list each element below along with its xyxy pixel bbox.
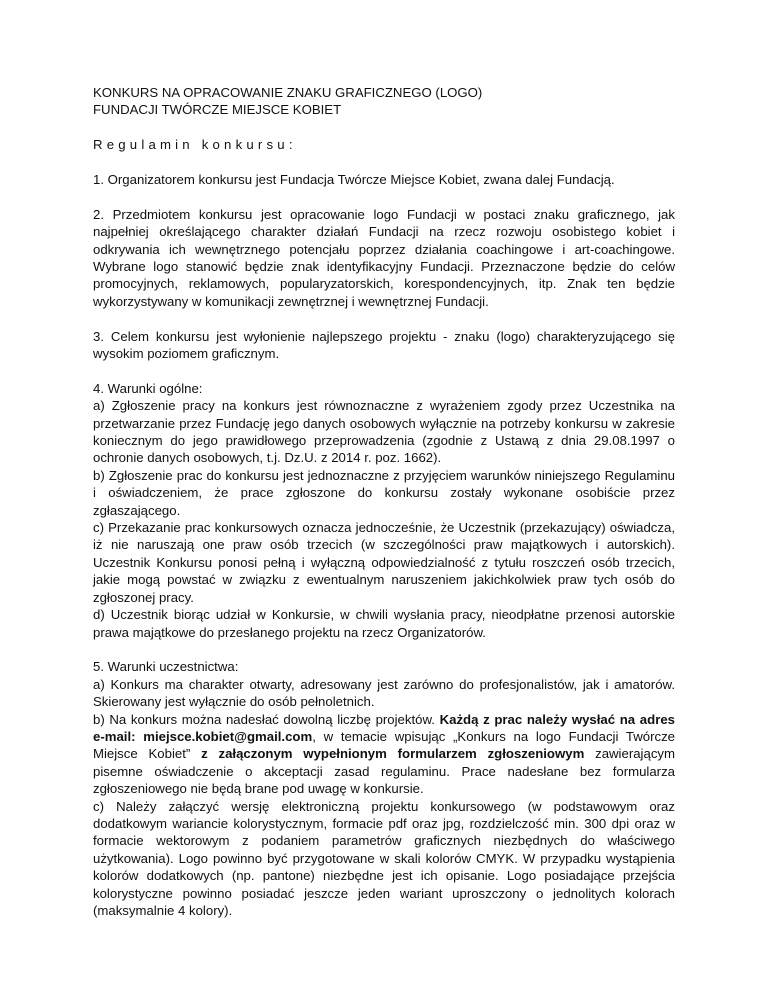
section-5-heading: 5. Warunki uczestnictwa: (93, 659, 239, 675)
section-2-paragraph: 2. Przedmiotem konkursu jest opracowanie logo Fundacji w postaci znaku graficznego, jak najpełniej określającego charakter działań Fundacji na rzecz rozwoju osobistego kobiet i odkrywania ich wewnętrznego potencjału poprzez działania coachingowe i art-coachingowe. Wybrane logo stanowić będzie znak identyfikacyjny Fundacji. Przeznaczone będzie do celów promocyjnych, reklamowych, popularyzatorskich, korespondencyjnych, itp. Znak ten będzie wykorzystywany w komunikacji zewnętrznej i wewnętrznej Fundacji. (93, 206, 675, 309)
section-4-heading: 4. Warunki ogólne: (93, 380, 203, 396)
section-5-item-b-email-instruction: Każdą z prac należy wysłać na adres e-mail: miejsce.kobiet@gmail.com (93, 711, 675, 744)
regulamin-heading: Regulamin konkursu: (93, 137, 297, 153)
section-4-item-d: d) Uczestnik biorąc udział w Konkursie, w chwili wysłania pracy, nieodpłatne przenosi autorskie prawa majątkowe do przesłanego projektu na rzecz Organizatorów. (93, 607, 675, 640)
spacer (93, 362, 675, 379)
section-4-item-b: b) Zgłoszenie prac do konkursu jest jednoznaczne z przyjęciem warunków niniejszego Regulaminu i oświadczeniem, że prace zgłoszone do konkursu zostały wykonane osobiście przez zgłaszającego. (93, 467, 675, 518)
section-5-item-b-form-instruction: z załączonym wypełnionym formularzem zgłoszeniowym (201, 746, 585, 762)
document-title-line-1: KONKURS NA OPRACOWANIE ZNAKU GRAFICZNEGO (LOGO) (93, 85, 483, 100)
document-page (93, 84, 675, 919)
spacer (93, 154, 675, 171)
spacer (93, 188, 675, 205)
section-5-item-b-text-2: , w temacie wpisując „Konkurs na logo Fundacji Twórcze Miejsce Kobiet” (93, 728, 675, 762)
section-5-item-b-text-1: b) Na konkurs można nadesłać dowolną liczbę projektów. (93, 711, 440, 727)
document-title-line-2: FUNDACJI TWÓRCZE MIEJSCE KOBIET (93, 102, 342, 118)
spacer (93, 119, 675, 136)
section-5-item-c: c) Należy załączyć wersję elektroniczną projektu konkursowego (w podstawowym oraz dodatkowym wariancie kolorystycznym, formacie pdf oraz jpg, rozdzielczość min. 300 dpi oraz w formacie wektorowym z podaniem parametrów graficznych niezbędnych do właściwego użytkowania). Logo powinno być przygotowane w skali kolorów CMYK. W przypadku wystąpienia kolorów dodatkowych (np. pantone) niezbędne jest ich opisanie. Logo posiadające przejścia kolorystyczne powinno posiadać jeszcze jeden wariant uproszczony o jednolitych kolorach (maksymalnie 4 kolory). (93, 798, 675, 918)
spacer (93, 310, 675, 327)
section-4-item-a: a) Zgłoszenie pracy na konkurs jest równoznaczne z wyrażeniem zgody przez Uczestnika na przetwarzanie przez Fundację jego danych osobowych wyłącznie na potrzeby konkursu w zakresie koniecznym do jego prawidłowego przeprowadzenia (zgodnie z Ustawą z dnia 29.08.1997 o ochronie danych osobowych, t.j. Dz.U. z 2014 r. poz. 1662). (93, 398, 675, 466)
section-3-paragraph: 3. Celem konkursu jest wyłonienie najlepszego projektu - znaku (logo) charakteryzującego się wysokim poziomem graficznym. (93, 328, 675, 362)
section-5-item-b-text-3: zawierającym pisemne oświadczenie o akceptacji zasad regulaminu. Prace nadesłane bez formularza zgłoszeniowego nie będą brane pod uwagę w konkursie. (93, 746, 675, 797)
section-4-item-c: c) Przekazanie prac konkursowych oznacza jednocześnie, że Uczestnik (przekazujący) oświadcza, iż nie naruszają one praw osób trzecich (w szczególności praw majątkowych i autorskich). Uczestnik Konkursu ponosi pełną i wyłączną odpowiedzialność z tytułu roszczeń osób trzecich, jakie mogą powstać w związku z ewentualnym naruszeniem jakichkolwiek praw tych osób do zgłoszonej pracy. (93, 520, 675, 605)
section-1-paragraph: 1. Organizatorem konkursu jest Fundacja Twórcze Miejsce Kobiet, zwana dalej Fundacją. (93, 172, 615, 187)
section-5-item-b (93, 711, 675, 798)
spacer (93, 641, 675, 658)
section-5-item-a: a) Konkurs ma charakter otwarty, adresowany jest zarówno do profesjonalistów, jak i amatorów. Skierowany jest wyłącznie do osób pełnoletnich. (93, 676, 675, 710)
